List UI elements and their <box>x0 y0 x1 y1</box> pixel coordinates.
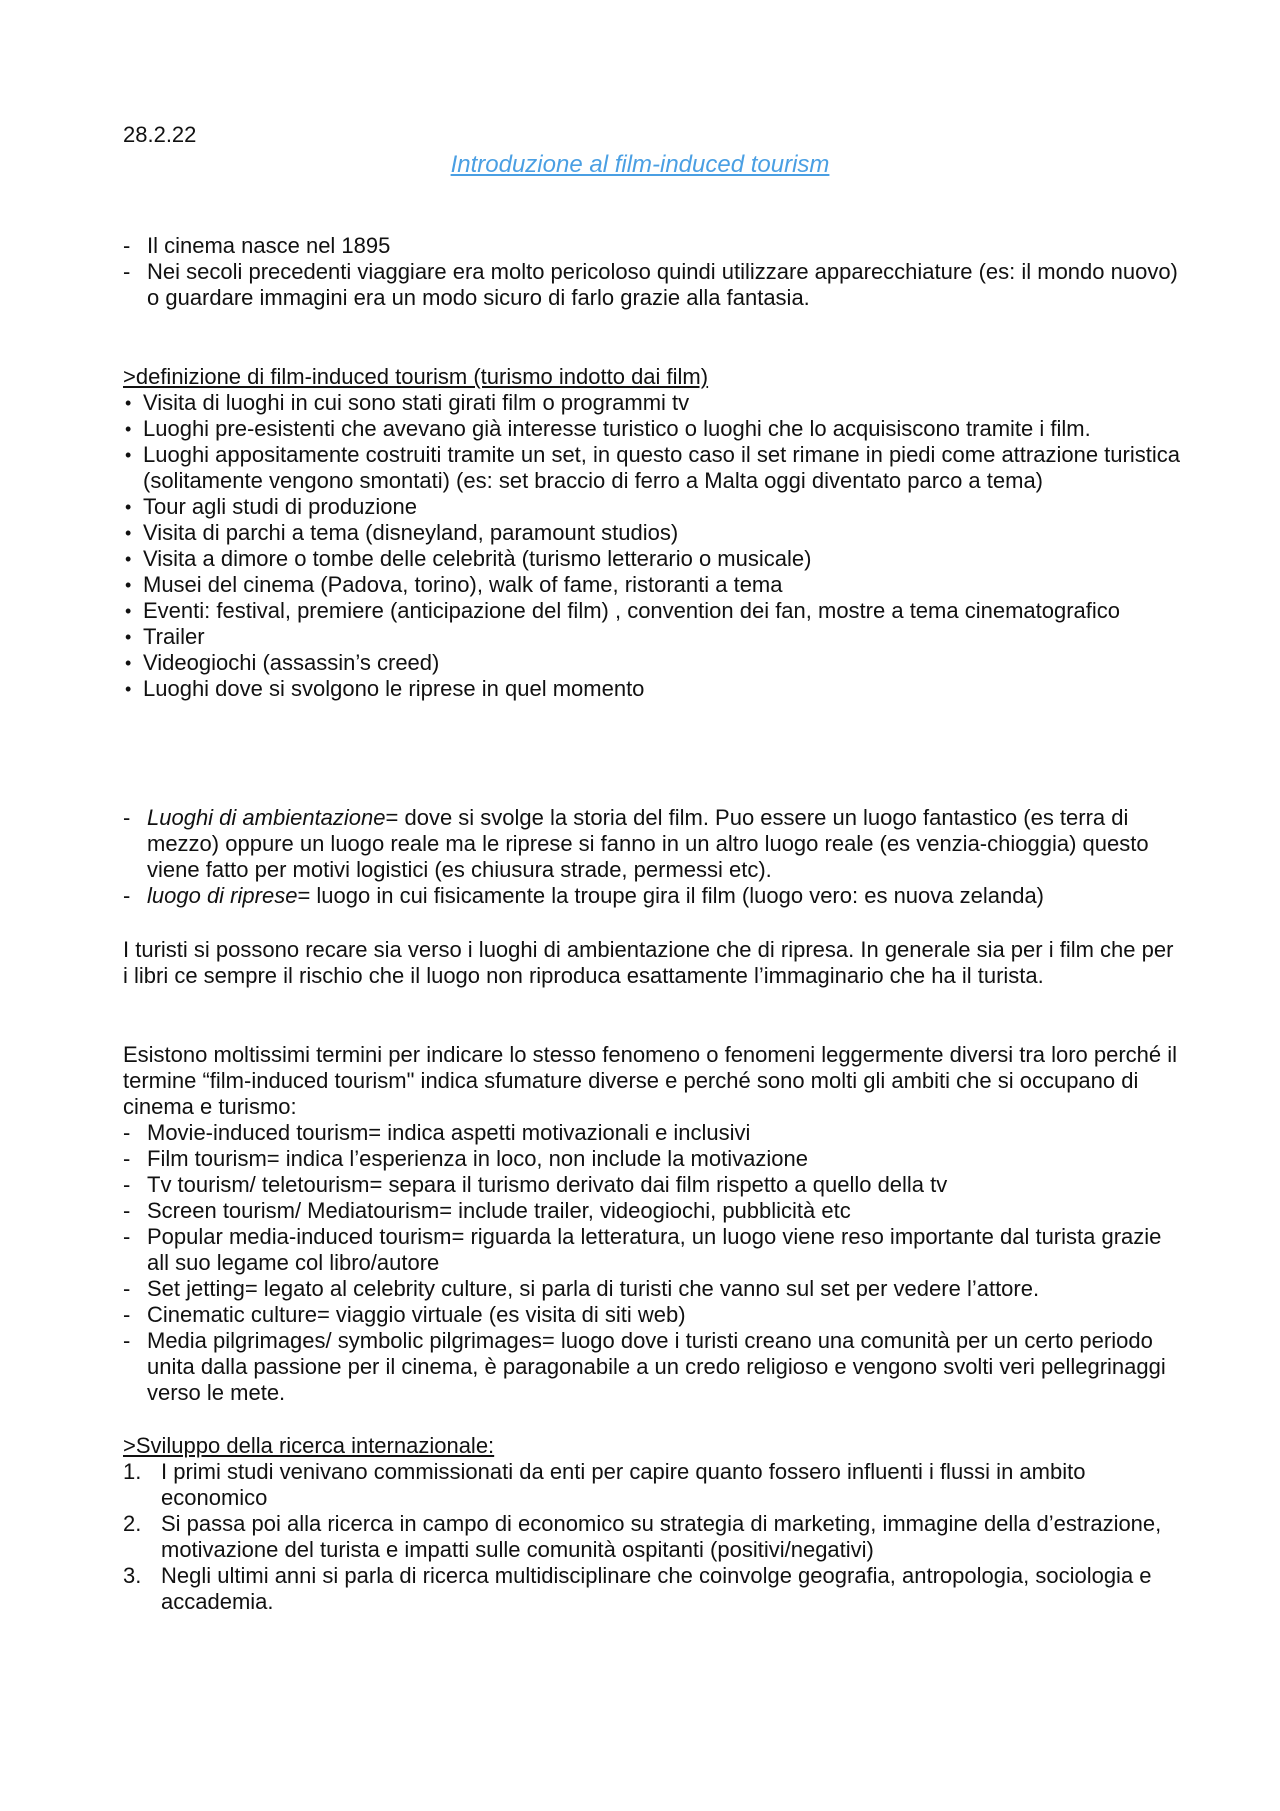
list-item <box>123 1511 1183 1563</box>
list-item: • Visita a dimore o tombe delle celebrità (turismo letterario o musicale) <box>123 546 1183 572</box>
list-item: - Set jetting= legato al celebrity culture, si parla di turisti che vanno sul set per vedere l’attore. <box>123 1276 1183 1302</box>
list-item: • Visita di parchi a tema (disneyland, paramount studios) <box>123 520 1183 546</box>
list-item: - Cinematic culture= viaggio virtuale (es visita di siti web) <box>123 1302 1183 1328</box>
intro-section <box>123 233 1183 311</box>
definition-section <box>123 364 1183 702</box>
item-text: Si passa poi alla ricerca in campo di economico su strategia di marketing, immagine della d’estrazione, motivazione del turista e impatti sulle comunità ospitanti (positivi/negativi) <box>161 1511 1162 1562</box>
section-heading: >Sviluppo della ricerca internazionale: <box>123 1433 495 1458</box>
term: luogo di riprese <box>147 883 298 908</box>
list-item <box>123 883 1183 909</box>
list-item: • Luoghi pre-esistenti che avevano già interesse turistico o luoghi che lo acquisiscono tramite i film. <box>123 416 1183 442</box>
list-item: • Trailer <box>123 624 1183 650</box>
item-number: 1. <box>123 1459 142 1484</box>
list-item: - Media pilgrimages/ symbolic pilgrimages= luogo dove i turisti creano una comunità per un certo periodo unita dalla passione per il cinema, è paragonabile a un credo religioso e vengono svolti veri pellegrinaggi verso le mete. <box>123 1328 1183 1406</box>
list-item: • Luoghi appositamente costruiti tramite un set, in questo caso il set rimane in piedi come attrazione turistica (solitamente vengono smontati) (es: set braccio di ferro a Malta oggi diventato parco a tema) <box>123 442 1183 494</box>
list-item: - Film tourism= indica l’esperienza in loco, non include la motivazione <box>123 1146 1183 1172</box>
places-list <box>123 805 1183 909</box>
list-item: - Il cinema nasce nel 1895 <box>123 233 1183 259</box>
list-item: • Visita di luoghi in cui sono stati girati film o programmi tv <box>123 390 1183 416</box>
date: 28.2.22 <box>123 122 197 147</box>
research-list <box>123 1459 1183 1615</box>
definition-list <box>123 390 1183 702</box>
intro-list <box>123 233 1183 311</box>
page-title: Introduzione al film-induced tourism <box>450 151 830 178</box>
paragraph: Esistono moltissimi termini per indicare lo stesso fenomeno o fenomeni leggermente diversi tra loro perché il termine “film-induced tourism" indica sfumature diverse e perché sono molti gli ambiti che si occupano di cinema e turismo: <box>123 1042 1178 1119</box>
term-definition: = luogo in cui fisicamente la troupe gira il film (luogo vero: es nuova zelanda) <box>297 883 1045 908</box>
research-section <box>123 1433 1183 1615</box>
item-text: I primi studi venivano commissionati da enti per capire quanto fossero influenti i flussi in ambito economico <box>161 1459 1086 1510</box>
item-number: 2. <box>123 1511 142 1536</box>
item-number: 3. <box>123 1563 142 1588</box>
term: Luoghi di ambientazione <box>147 805 386 830</box>
list-item: • Musei del cinema (Padova, torino), walk of fame, ristoranti a tema <box>123 572 1183 598</box>
list-item: - Screen tourism/ Mediatourism= include trailer, videogiochi, pubblicità etc <box>123 1198 1183 1224</box>
list-item <box>123 1563 1183 1615</box>
term-definition: = dove si svolge la storia del film. Puo essere un luogo fantastico (es terra di mezzo) oppure un luogo reale ma le riprese si fanno in un altro luogo reale (es venzia-chioggia) questo viene fatto per motivi logistici (es chiusura strade, permessi etc). <box>147 805 1149 882</box>
list-item: - Tv tourism/ teletourism= separa il turismo derivato dai film rispetto a quello della tv <box>123 1172 1183 1198</box>
list-item <box>123 805 1183 883</box>
places-section <box>123 805 1183 909</box>
paragraph-1 <box>123 937 1183 989</box>
terms-section <box>123 1042 1183 1406</box>
item-text: Negli ultimi anni si parla di ricerca multidisciplinare che coinvolge geografia, antropologia, sociologia e accademia. <box>161 1563 1152 1614</box>
list-item: - Popular media-induced tourism= riguarda la letteratura, un luogo viene reso importante dal turista grazie all suo legame col libro/autore <box>123 1224 1183 1276</box>
list-item: • Videogiochi (assassin’s creed) <box>123 650 1183 676</box>
list-item: • Luoghi dove si svolgono le riprese in quel momento <box>123 676 1183 702</box>
paragraph: I turisti si possono recare sia verso i luoghi di ambientazione che di ripresa. In generale sia per i film che per i libri ce sempre il rischio che il luogo non riproduca esattamente l’immaginario che ha il turista. <box>123 937 1174 988</box>
list-item: - Nei secoli precedenti viaggiare era molto pericoloso quindi utilizzare apparecchiature (es: il mondo nuovo) o guardare immagini era un modo sicuro di farlo grazie alla fantasia. <box>123 259 1183 311</box>
list-item: - Movie-induced tourism= indica aspetti motivazionali e inclusivi <box>123 1120 1183 1146</box>
section-heading: >definizione di film-induced tourism (turismo indotto dai film) <box>123 364 709 389</box>
list-item: • Eventi: festival, premiere (anticipazione del film) , convention dei fan, mostre a tema cinematografico <box>123 598 1183 624</box>
terms-list <box>123 1120 1183 1406</box>
list-item <box>123 1459 1183 1511</box>
list-item: • Tour agli studi di produzione <box>123 494 1183 520</box>
